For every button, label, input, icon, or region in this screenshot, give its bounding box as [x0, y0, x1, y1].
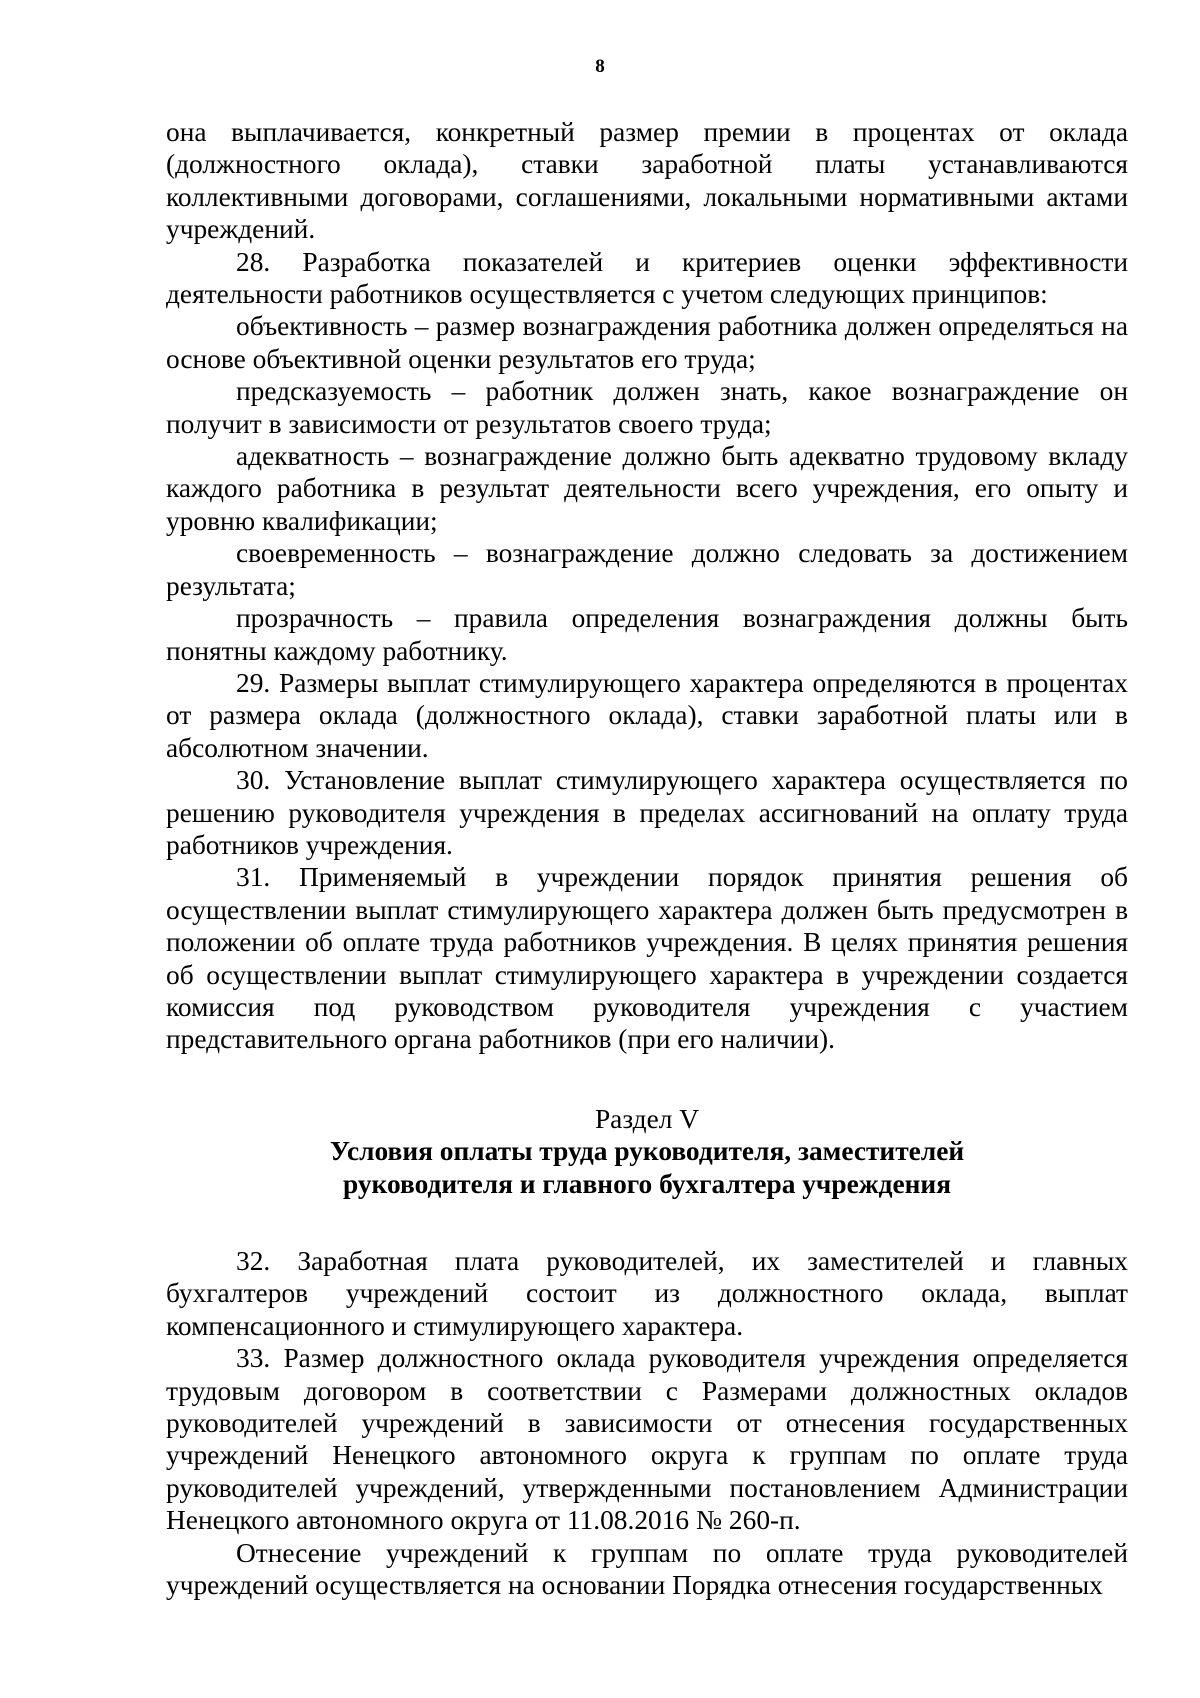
principle-predictability: предсказуемость – работник должен знать, какое вознаграждение он получит в зависимости от результатов своего труда; — [166, 376, 1128, 439]
section-number: Раздел V — [594, 1103, 700, 1134]
section-title-line-2: руководителя и главного бухгалтера учреждения — [342, 1168, 952, 1199]
principle-transparency: прозрачность – правила определения вознаграждения должны быть понятны каждому работнику. — [166, 603, 1128, 666]
principle-timeliness: своевременность – вознаграждение должно следовать за достижением результата; — [166, 538, 1128, 601]
page-number: 8 — [595, 56, 605, 77]
principle-adequacy: адекватность – вознаграждение должно быть адекватно трудовому вкладу каждого работника в результат деятельности всего учреждения, его опыту и уровню квалификации; — [166, 441, 1128, 536]
paragraph-32: 32. Заработная плата руководителей, их заместителей и главных бухгалтеров учреждений состоит из должностного оклада, выплат компенсационного и стимулирующего характера. — [166, 1246, 1128, 1341]
section-body — [166, 1245, 1128, 1601]
paragraph-29: 29. Размеры выплат стимулирующего характера определяются в процентах от размера оклада (должностного оклада), ставки заработной платы или в абсолютном значении. — [166, 667, 1128, 763]
paragraph-31: 31. Применяемый в учреждении порядок принятия решения об осуществлении выплат стимулирующего характера должен быть предусмотрен в положении об оплате труда работников учреждения. В целях принятия решения об осуществлении выплат стимулирующего характера в учреждении создается комиссия под руководством руководителя учреждения с участием представительного органа работников (при его наличии). — [166, 862, 1128, 1055]
paragraph-continuation: она выплачивается, конкретный размер премии в процентах от оклада (должностного оклада), ставки заработной платы устанавливаются коллективными договорами, соглашениями, локальными нормативными актами учреждений. — [166, 117, 1128, 245]
paragraph-28: 28. Разработка показателей и критериев оценки эффективности деятельности работников осуществляется с учетом следующих принципов: — [166, 246, 1128, 310]
paragraph-group-assignment: Отнесение учреждений к группам по оплате труда руководителей учреждений осуществляется на основании Порядка отнесения государственных — [166, 1537, 1128, 1601]
document-body — [166, 116, 1128, 1601]
paragraph-33: 33. Размер должностного оклада руководителя учреждения определяется трудовым договором в соответствии с Размерами должностных окладов руководителей учреждений в зависимости от отнесения государственных учреждений Ненецкого автономного округа к группам по оплате труда руководителей учреждений, утвержденными постановлением Администрации Ненецкого автономного округа от 11.08.2016 № 260-п. — [166, 1343, 1128, 1536]
section-heading — [166, 1103, 1128, 1200]
paragraph-30: 30. Установление выплат стимулирующего характера осуществляется по решению руководителя учреждения в пределах ассигнований на оплату труда работников учреждения. — [166, 765, 1128, 860]
section-title-line-1: Условия оплаты труда руководителя, заместителей — [329, 1136, 965, 1167]
principle-objectivity: объективность – размер вознаграждения работника должен определяться на основе объективной оценки результатов его труда; — [166, 311, 1128, 374]
